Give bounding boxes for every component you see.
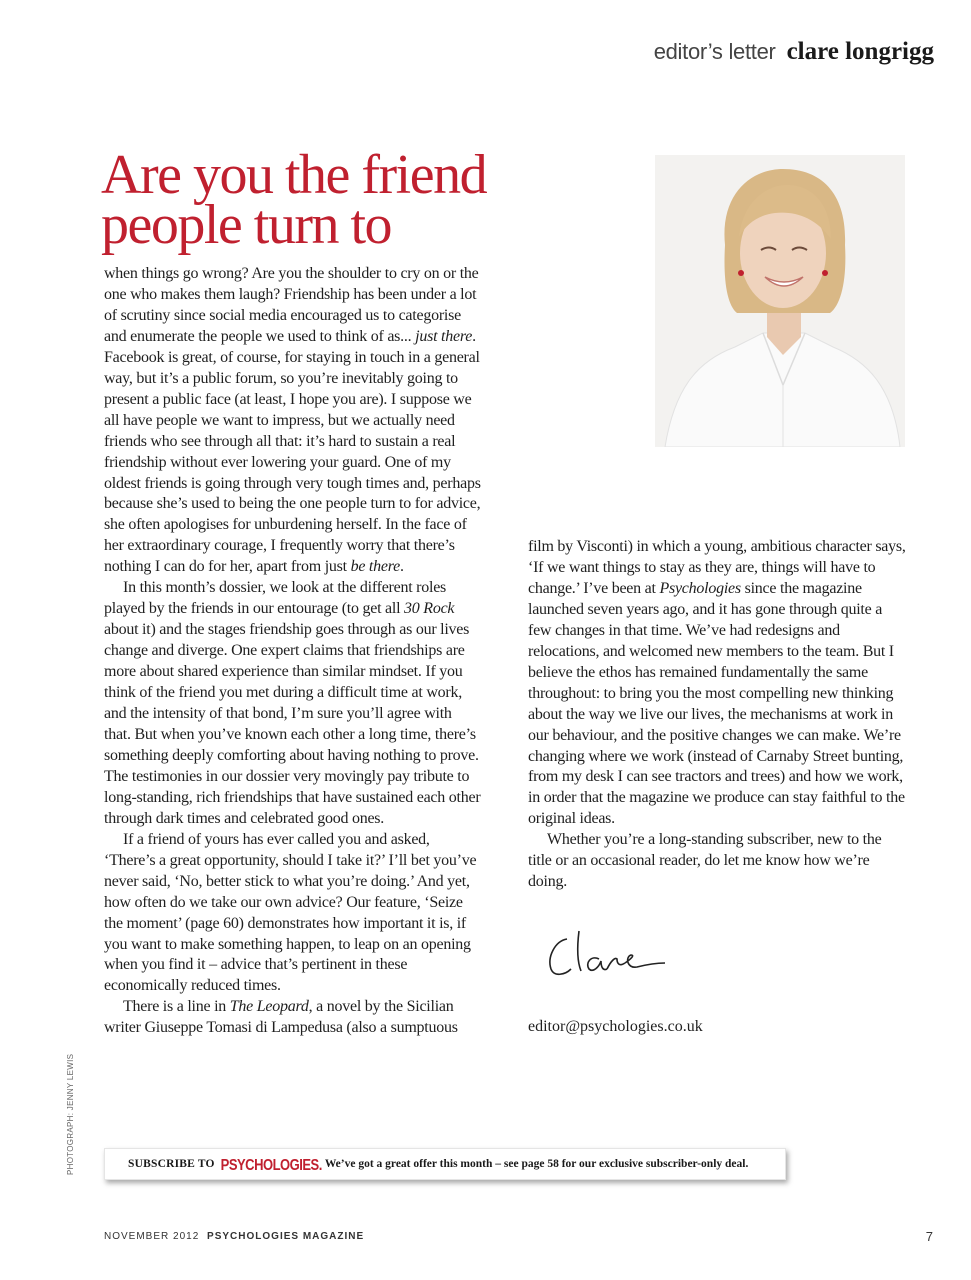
editor-signature	[545, 925, 675, 985]
article-column-1	[104, 264, 482, 1039]
paragraph: Whether you’re a long-standing subscriber, new to the title or an occasional reader, do let me know how we’re doing.	[528, 831, 882, 891]
page-number: 7	[925, 1229, 933, 1244]
paragraph: when things go wrong? Are you the shoulder to cry on or the one who makes them laugh? Friendship has been under a lot of scrutiny since social media encouraged us to categorise and enumerate the people we used to think of as... just there. Facebook is great, of course, for staying in touch in a general way, but it’s a public forum, so you’re inevitably going to present a public face (at least, I hope you are). I suppose we all have people we want to impress, but we actually need friends who see through all that: it’s hard to sustain a real friendship without ever lowering your guard. One of my oldest friends is going through very tough times and, perhaps because she’s used to being the one people turn to for advice, she often apologises for unburdening herself. In the face of her extraordinary courage, I frequently worry that there’s nothing I can do for her, apart from just be there.	[104, 265, 481, 576]
editor-email[interactable]: editor@psychologies.co.uk	[528, 1018, 703, 1035]
article-column-2	[528, 537, 908, 893]
section-label: editor’s letter	[653, 39, 776, 64]
editor-photo	[655, 155, 905, 447]
subscribe-lead: SUBSCRIBE TO	[128, 1158, 215, 1170]
paragraph: film by Visconti) in which a young, ambitious character says, ‘If we want things to stay as they are, things will have to change.’ I’ve been at Psychologies since the magazine launched seven years ago, and it has gone through quite a few changes in that time. We’ve had redesigns and relocations, and welcomed new members to the team. But I believe the ethos has remained fundamentally the same throughout: to bring you the most compelling new thinking about the way we live our lives, the mechanisms at work in our behaviour, and the positive changes we can make. We’re changing where we work (instead of Carnaby Street bunting, from my desk I can see tractors and trees) and how we work, in order that the magazine we produce can stay faithful to the original ideas.	[528, 538, 906, 828]
paragraph: In this month’s dossier, we look at the different roles played by the friends in our entourage (to get all 30 Rock about it) and the stages friendship goes through as our lives change and diverge. One expert claims that friendships are more about shared experience than similar mindset. If you think of the friend you met during a difficult time at work, and the intensity of that bond, I’m sure you’ll agree with that. But when you’ve known each other a long time, there’s something deeply comforting about having nothing to prove. The testimonies in our dossier very movingly pay tribute to long-standing, rich friendships that have sustained each other through dark times and celebrated good ones.	[104, 579, 481, 827]
section-header	[654, 38, 934, 66]
photo-credit: PHOTOGRAPH: JENNY LEWIS	[66, 1053, 75, 1175]
brand-logo: PSYCHOLOGIES.	[220, 1155, 322, 1173]
article-headline: Are you the friend people turn to	[101, 144, 487, 256]
paragraph: There is a line in The Leopard, a novel by the Sicilian writer Giuseppe Tomasi di Lampedusa (also a sumptuous	[104, 998, 458, 1037]
editor-name: clare longrigg	[786, 38, 934, 65]
subscribe-banner[interactable]	[104, 1148, 786, 1180]
page-footer	[104, 1231, 364, 1242]
portrait-illustration	[655, 155, 905, 447]
subscribe-offer: We’ve got a great offer this month – see page 58 for our exclusive subscriber-only deal.	[324, 1158, 749, 1170]
magazine-name: PSYCHOLOGIES MAGAZINE	[207, 1231, 365, 1242]
paragraph: If a friend of yours has ever called you and asked, ‘There’s a great opportunity, should I take it?’ I’ll bet you’ve never said, ‘No, better stick to what you’re doing.’ And yet, how often do we take our own advice? Our feature, ‘Seize the moment’ (page 60) demonstrates how important it is, if you want to make something happen, to leap on an opening when you find it – advice that’s pertinent in these economically reduced times.	[104, 830, 477, 995]
issue-date: NOVEMBER 2012	[104, 1231, 200, 1242]
